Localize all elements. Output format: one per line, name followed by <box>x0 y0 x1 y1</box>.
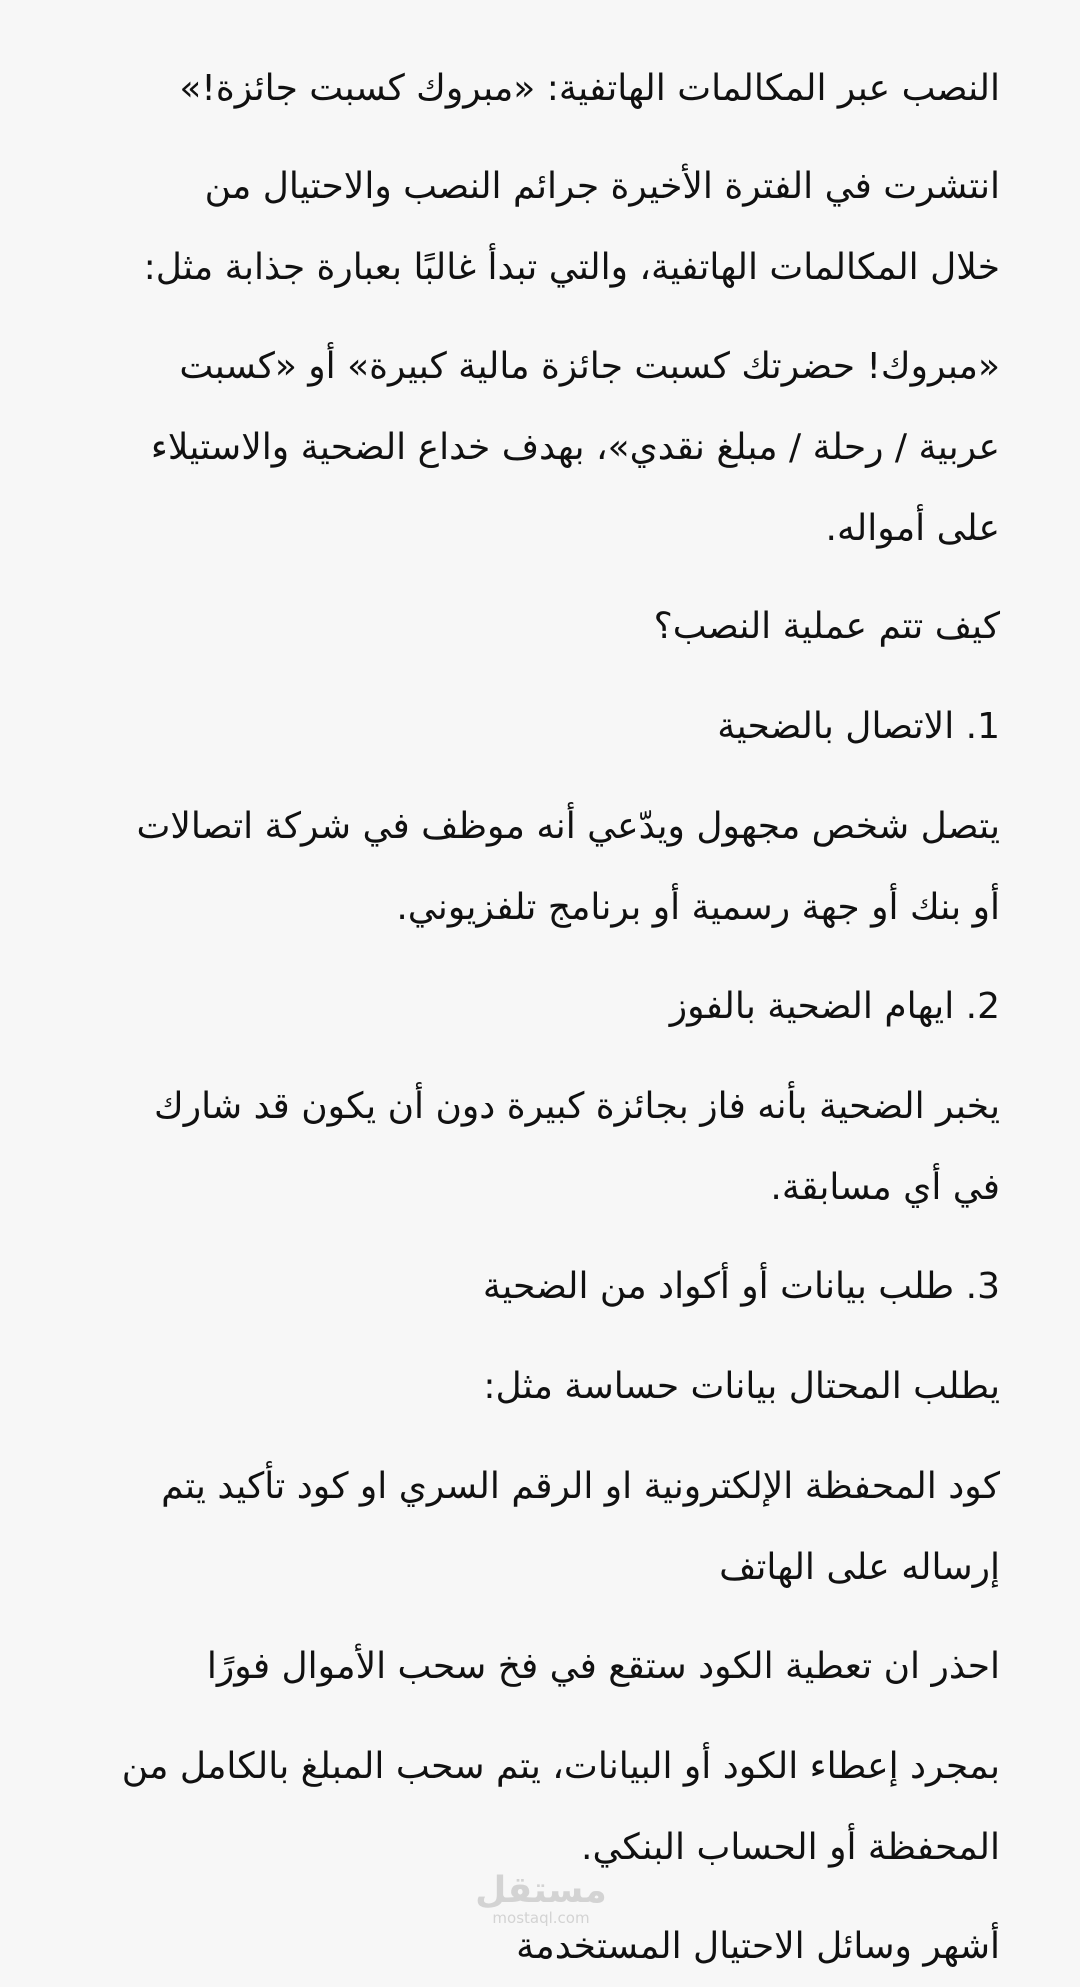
step1-heading-line: 1. الاتصال بالضحية <box>717 706 1000 747</box>
step2-body <box>60 1066 1000 1228</box>
withdraw-line-1: بمجرد إعطاء الكود أو البيانات، يتم سحب المبلغ بالكامل من <box>121 1746 1000 1787</box>
withdraw-line-2: المحفظة أو الحساب البنكي. <box>581 1827 1000 1868</box>
step3-heading <box>60 1246 1000 1327</box>
intro-line-2: خلال المكالمات الهاتفية، والتي تبدأ غالبًا بعبارة جذابة مثل: <box>143 247 1000 288</box>
examples-line-1: «مبروك! حضرتك كسبت جائزة مالية كبيرة» أو «كسبت <box>179 346 1000 387</box>
step2-heading-line: 2. ايهام الضحية بالفوز <box>669 986 1000 1027</box>
codes-paragraph <box>60 1446 1000 1608</box>
codes-line-1: كود المحفظة الإلكترونية او الرقم السري او كود تأكيد يتم <box>161 1466 1000 1507</box>
warning-paragraph <box>60 1626 1000 1707</box>
examples-paragraph <box>60 326 1000 569</box>
step1-line-2: أو بنك أو جهة رسمية أو برنامج تلفزيوني. <box>396 887 1000 928</box>
step3-heading-line: 3. طلب بيانات أو أكواد من الضحية <box>482 1266 1000 1307</box>
title-line: النصب عبر المكالمات الهاتفية: «مبروك كسبت جائزة!» <box>179 68 1000 109</box>
how-heading-line: كيف تتم عملية النصب؟ <box>653 606 1000 647</box>
methods-heading-line: أشهر وسائل الاحتيال المستخدمة <box>516 1926 1000 1967</box>
examples-line-2: عربية / رحلة / مبلغ نقدي»، بهدف خداع الضحية والاستيلاء <box>150 427 1000 468</box>
step3-line: يطلب المحتال بيانات حساسة مثل: <box>483 1366 1000 1407</box>
step2-line-1: يخبر الضحية بأنه فاز بجائزة كبيرة دون أن يكون قد شارك <box>154 1086 1000 1127</box>
step1-body <box>60 786 1000 948</box>
how-heading <box>60 586 1000 667</box>
examples-line-3: على أمواله. <box>825 508 1000 549</box>
step2-heading <box>60 966 1000 1047</box>
article-title <box>60 48 1000 129</box>
intro-paragraph <box>60 146 1000 308</box>
methods-heading <box>60 1906 1000 1987</box>
intro-line-1: انتشرت في الفترة الأخيرة جرائم النصب والاحتيال من <box>204 166 1000 207</box>
step2-line-2: في أي مسابقة. <box>770 1167 1000 1208</box>
warning-line: احذر ان تعطية الكود ستقع في فخ سحب الأموال فورًا <box>206 1646 1000 1687</box>
step1-heading <box>60 686 1000 767</box>
step3-body <box>60 1346 1000 1427</box>
codes-line-2: إرساله على الهاتف <box>719 1547 1000 1588</box>
withdraw-paragraph <box>60 1726 1000 1888</box>
step1-line-1: يتصل شخص مجهول ويدّعي أنه موظف في شركة اتصالات <box>136 806 1000 847</box>
watermark-latin: mostaql.com <box>492 1909 590 1927</box>
watermark-arabic: مستقل <box>475 1870 607 1911</box>
